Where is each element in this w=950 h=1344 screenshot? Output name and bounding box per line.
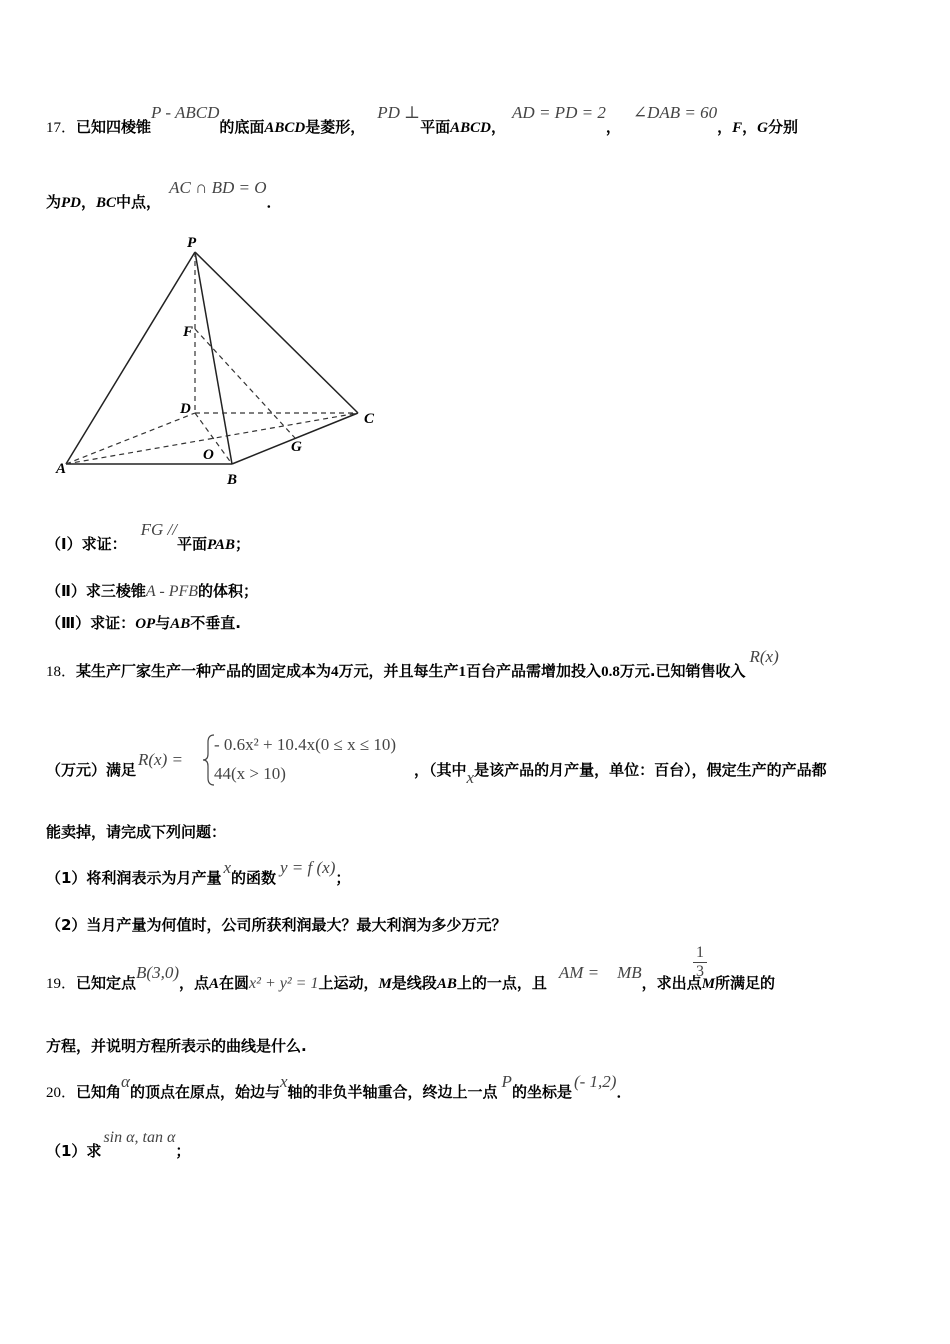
label-d: D bbox=[180, 401, 191, 417]
label-o: O bbox=[203, 447, 214, 463]
label-a: A bbox=[56, 461, 67, 477]
q19-line2: 方程，并说明方程所表示的曲线是什么. bbox=[46, 1037, 307, 1055]
label-p: P bbox=[187, 235, 197, 251]
q17-line1: 17．已知四棱锥P - ABCD的底面ABCD是菱形，PD ⊥平面ABCD，AD = PD = 2，∠DAB = 60，F，G分别 bbox=[46, 103, 798, 136]
q17-part2: （Ⅱ）求三棱锥A - PFB的体积； bbox=[46, 582, 259, 600]
q18-line2-left: （万元）满足R(x) = bbox=[46, 750, 183, 779]
piecewise-case2: 44(x > 10) bbox=[214, 764, 286, 783]
q19-number: 19． bbox=[46, 976, 77, 992]
q20-part1: （1）求sin α, tan α； bbox=[46, 1129, 191, 1160]
q20-number: 20． bbox=[46, 1085, 77, 1101]
label-g: G bbox=[291, 439, 302, 455]
q18-line1: 18．某生产厂家生产一种产品的固定成本为4万元，并且每生产1百台产品需增加投入0.8万元.已知销售收入R(x) bbox=[46, 647, 779, 680]
q17-intersection-math: AC ∩ BD = O bbox=[169, 178, 267, 197]
label-b: B bbox=[227, 472, 238, 488]
q18-line2-right: ，（其中x是该产品的月产量，单位：百台），假定生产的产品都 bbox=[414, 761, 827, 787]
q18-part2: （2）当月产量为何值时，公司所获利润最大？最大利润为多少万元？ bbox=[46, 916, 507, 934]
edge-pa bbox=[66, 252, 195, 464]
q18-part1: （1）将利润表示为月产量x的函数y = f (x)； bbox=[46, 858, 351, 887]
q17-pyramid-math: P - ABCD bbox=[151, 103, 220, 122]
q17-part1: （Ⅰ）求证：FG //平面PAB； bbox=[46, 520, 251, 553]
pyramid-figure bbox=[40, 232, 400, 492]
label-f: F bbox=[183, 324, 194, 340]
q19-line1: 19．已知定点B(3,0)，点A在圆x² + y² = 1上运动，M是线段AB上的一点，且AM = MB，求出点M所满足的 bbox=[46, 963, 776, 992]
revenue-function: R(x) bbox=[749, 647, 779, 666]
q17-line2: 为PD，BC中点，AC ∩ BD = O． bbox=[46, 178, 282, 211]
piecewise-case1: - 0.6x² + 10.4x(0 ≤ x ≤ 10) bbox=[214, 735, 397, 754]
q18-line3: 能卖掉，请完成下列问题： bbox=[46, 823, 227, 841]
fraction-one-third: 1 3 bbox=[693, 944, 707, 981]
q17-number: 17． bbox=[46, 120, 77, 136]
edge-ad bbox=[66, 413, 195, 464]
q18-number: 18． bbox=[46, 664, 77, 680]
q20-line1: 20．已知角α的顶点在原点，始边与x轴的非负半轴重合，终边上一点P的坐标是(- 1,2)． bbox=[46, 1072, 632, 1101]
segment-fg bbox=[195, 329, 295, 438]
label-c: C bbox=[364, 411, 375, 427]
q17-part3: （Ⅲ）求证：OP与AB不垂直. bbox=[46, 614, 241, 632]
